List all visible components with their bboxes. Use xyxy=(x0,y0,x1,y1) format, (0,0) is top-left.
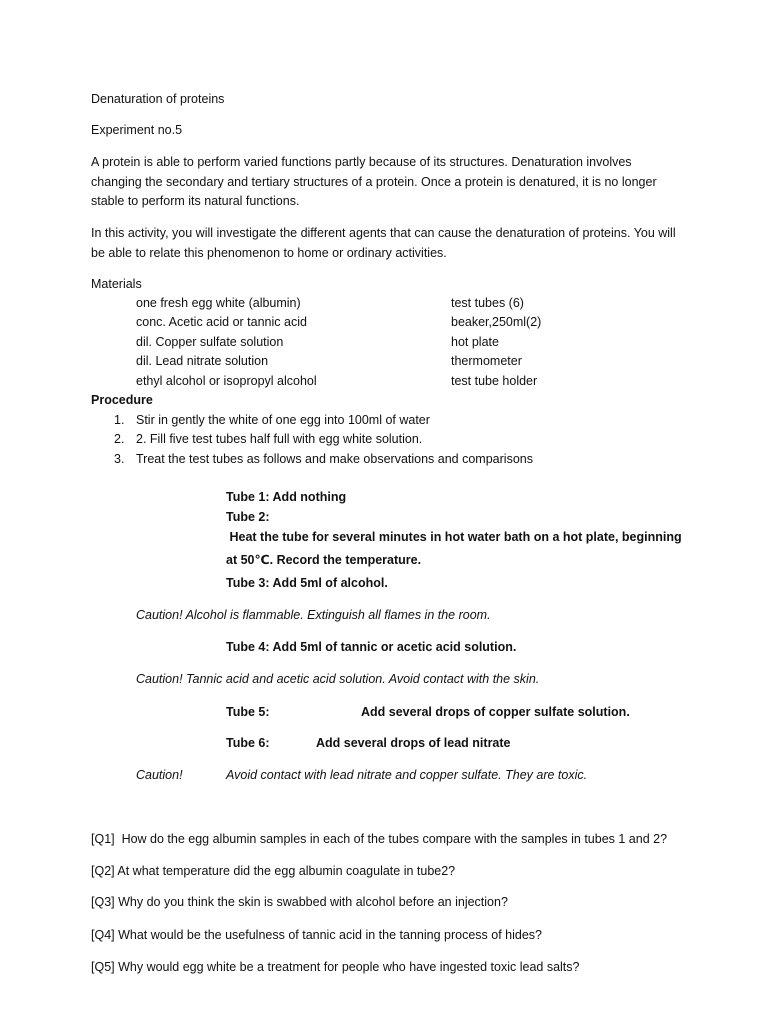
step-text: 2. Fill five test tubes half full with egg white solution. xyxy=(136,432,423,446)
materials-item: dil. Lead nitrate solution xyxy=(136,354,269,368)
materials-item: dil. Copper sulfate solution xyxy=(136,335,284,349)
materials-item: test tube holder xyxy=(451,374,538,388)
question-item: [Q2] At what temperature did the egg albumin coagulate in tube2? xyxy=(91,864,456,878)
tube-6-instruction: Add several drops of lead nitrate xyxy=(316,736,511,750)
tube-1-instruction: Tube 1: Add nothing xyxy=(226,490,347,504)
document-title: Denaturation of proteins xyxy=(91,92,225,106)
materials-item: one fresh egg white (albumin) xyxy=(136,296,301,310)
caution-acid: Caution! Tannic acid and acetic acid solution. Avoid contact with the skin. xyxy=(136,672,540,686)
step-text: Treat the test tubes as follows and make observations and comparisons xyxy=(136,452,533,466)
question-item: [Q3] Why do you think the skin is swabbed with alcohol before an injection? xyxy=(91,895,508,909)
procedure-heading: Procedure xyxy=(91,393,153,407)
step-number: 2. xyxy=(114,432,125,446)
caution-toxic: Avoid contact with lead nitrate and copper sulfate. They are toxic. xyxy=(226,768,588,782)
materials-item: beaker,250ml(2) xyxy=(451,315,542,329)
caution-label: Caution! xyxy=(136,768,183,782)
procedure-step xyxy=(114,411,430,431)
intro-paragraph: In this activity, you will investigate the different agents that can cause the denaturation of proteins. You will be able to relate this phenomenon to home or ordinary activities. xyxy=(91,226,676,260)
tube-4-instruction: Tube 4: Add 5ml of tannic or acetic acid solution. xyxy=(226,640,517,654)
experiment-number: Experiment no.5 xyxy=(91,123,183,137)
question-item: [Q4] What would be the usefulness of tannic acid in the tanning process of hides? xyxy=(91,928,542,942)
materials-item: hot plate xyxy=(451,335,499,349)
tube-2-label: Tube 2: xyxy=(226,510,270,524)
step-number: 1. xyxy=(114,413,125,427)
caution-alcohol: Caution! Alcohol is flammable. Extinguish all flames in the room. xyxy=(136,608,491,622)
tube-2-instruction: Heat the tube for several minutes in hot water bath on a hot plate, beginning xyxy=(226,530,682,544)
step-text: Stir in gently the white of one egg into 100ml of water xyxy=(136,413,430,427)
materials-item: thermometer xyxy=(451,354,522,368)
tube-6-label: Tube 6: xyxy=(226,736,270,750)
tube-5-label: Tube 5: xyxy=(226,705,270,719)
materials-item: conc. Acetic acid or tannic acid xyxy=(136,315,307,329)
materials-item: test tubes (6) xyxy=(451,296,524,310)
tube-5-instruction: Add several drops of copper sulfate solution. xyxy=(361,705,630,719)
intro-paragraph: A protein is able to perform varied functions partly because of its structures. Denaturation involves changing the secondary and tertiary structures of a protein. Once a protein is denatured, it is no longer stable to perform its natural functions. xyxy=(91,155,657,208)
step-number: 3. xyxy=(114,452,125,466)
question-item: [Q5] Why would egg white be a treatment for people who have ingested toxic lead salts? xyxy=(91,960,580,974)
tube-2-instruction-cont: at 50℃. Record the temperature. xyxy=(226,553,422,567)
question-item: [Q1] How do the egg albumin samples in each of the tubes compare with the samples in tubes 1 and 2? xyxy=(91,832,668,846)
materials-heading: Materials xyxy=(91,277,142,291)
procedure-step xyxy=(114,430,422,450)
tube-3-instruction: Tube 3: Add 5ml of alcohol. xyxy=(226,576,388,590)
procedure-step xyxy=(114,450,533,470)
materials-item: ethyl alcohol or isopropyl alcohol xyxy=(136,374,317,388)
